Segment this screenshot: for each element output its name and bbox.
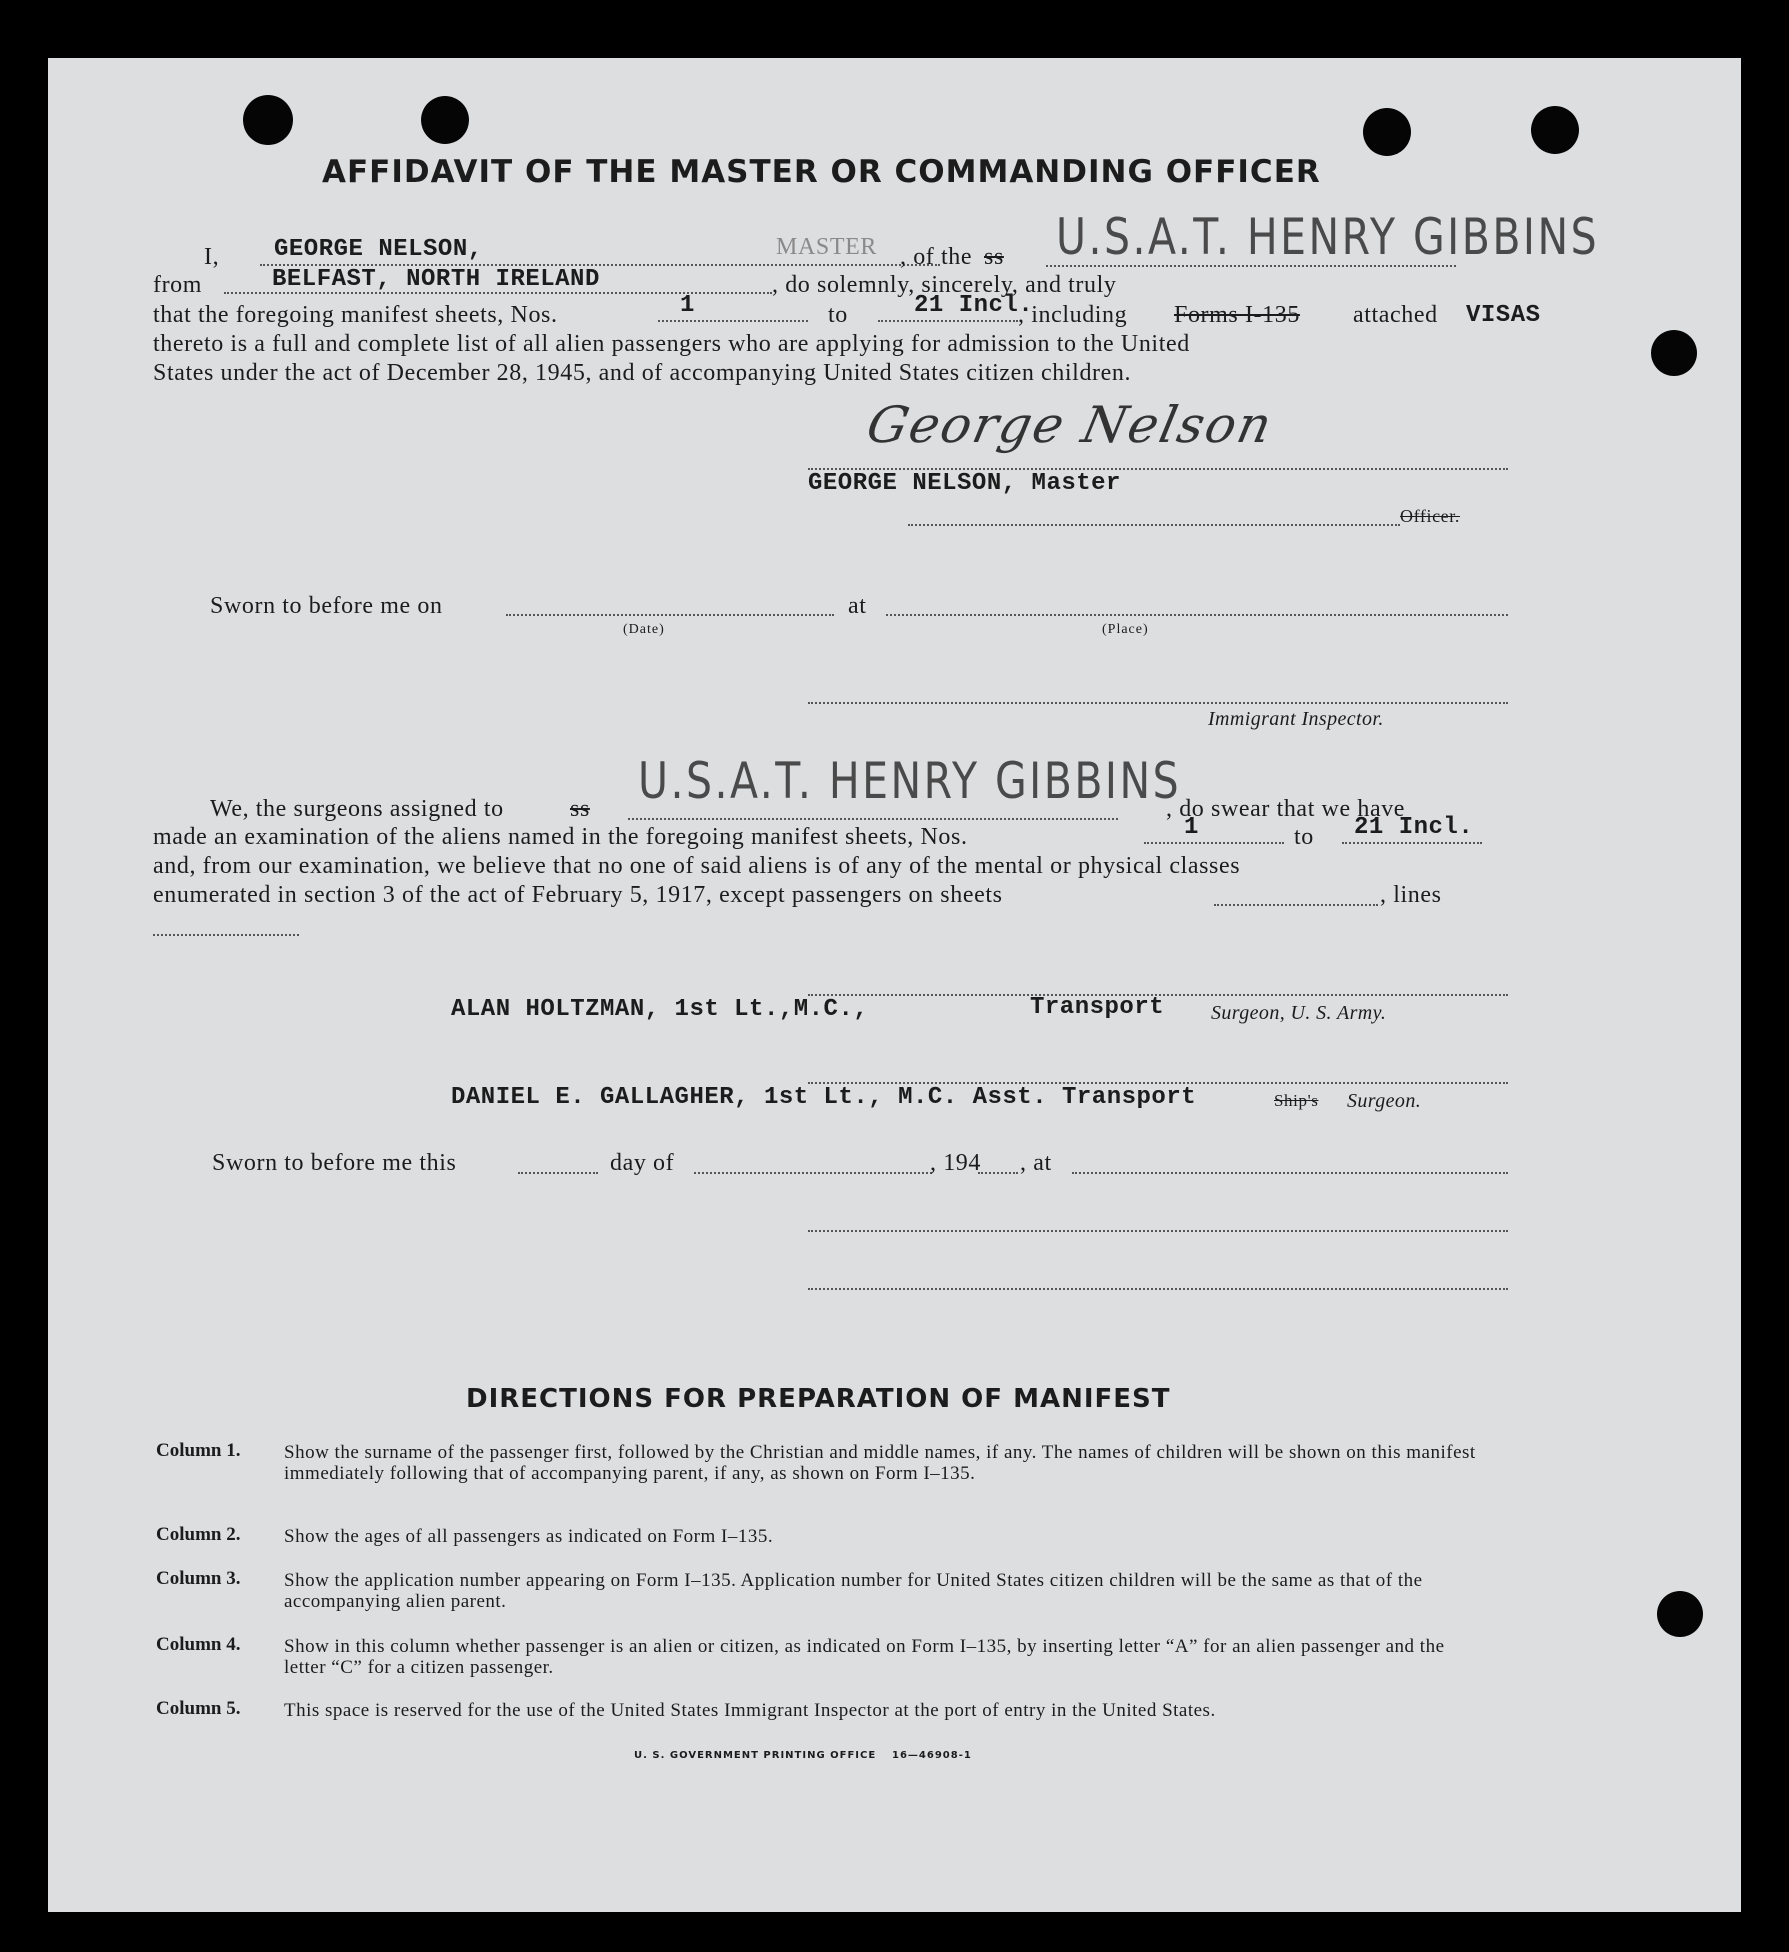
column-2-label: Column 2. [156,1524,241,1545]
column-3-text: Show the application number appearing on Form I–135. Application number for United States citizen children will be the same as that of the accompanying alien parent. [284,1570,1423,1612]
punch-hole [243,95,293,145]
sworn-place-line [886,614,1508,616]
sworn-this-label: Sworn to before me this [212,1150,457,1176]
year-line [978,1172,1018,1174]
column-4-text: Show in this column whether passenger is an alien or citizen, as indicated on Form I–135, by inserting letter “A” for an alien passenger and the letter “C” for a citizen passenger. [284,1636,1445,1678]
day-line [518,1172,598,1174]
inspector-line [808,702,1508,704]
surgeon1-label: Surgeon, U. S. Army. [1211,1002,1387,1024]
surgeon1-role: Transport [1030,994,1165,1021]
column-5-text: This space is reserved for the use of the United States Immigrant Inspector at the port of entry in the United States. [284,1700,1216,1721]
affidavit-line-5: States under the act of December 28, 1945, and of accompanying United States citizen children. [153,360,1132,386]
form-code: 16—46908-1 [892,1750,972,1761]
sworn-date-line [506,614,834,616]
to-label: to [828,302,848,328]
lines-line [153,934,299,936]
sheet-to: 21 Incl. [914,292,1034,319]
printer-imprint: U. S. GOVERNMENT PRINTING OFFICE [634,1750,877,1761]
from-place: BELFAST, NORTH IRELAND [272,266,600,293]
column-1-text: Show the surname of the passenger first, followed by the Christian and middle names, if any. The names of children will be shown on this manifest immediately following that of accompanying parent, if any, as shown on Form I–135. [284,1442,1476,1484]
punch-hole [1651,330,1697,376]
month-line [694,1172,932,1174]
surgeons-sheet-to: 21 Incl. [1354,814,1474,841]
signer-typed: GEORGE NELSON, Master [808,470,1121,497]
sworn2-sign-line-2 [808,1288,1508,1290]
ss-struck: ss [984,244,1004,270]
surgeon2-label: Surgeon. [1347,1090,1422,1112]
master-rank: MASTER [776,234,877,260]
punch-hole [1531,106,1579,154]
master-name: GEORGE NELSON, [274,236,483,263]
sheet-from: 1 [680,292,695,319]
surgeons-line-3: and, from our examination, we believe that no one of said aliens is of any of the mental or physical classes [153,853,1241,879]
sworn-on-label: Sworn to before me on [210,593,443,619]
year-label: , 194 [930,1150,981,1176]
column-1-label: Column 1. [156,1440,241,1461]
surgeon2-name: DANIEL E. GALLAGHER, 1st Lt., M.C. Asst. Transport [451,1084,1197,1111]
column-5-label: Column 5. [156,1698,241,1719]
sworn2-sign-line-1 [808,1230,1508,1232]
visas-label: VISAS [1466,302,1541,329]
vessel-line [1046,265,1456,267]
sworn-at-label: at [848,593,867,619]
directions-title: DIRECTIONS FOR PREPARATION OF MANIFEST [466,1384,1171,1414]
except-sheets-line [1214,904,1378,906]
attached-label: attached [1353,302,1438,328]
surgeons-sheet-from: 1 [1184,814,1199,841]
punch-hole [1363,108,1411,156]
officer-line [908,524,1400,526]
column-3-label: Column 3. [156,1568,241,1589]
lines-label: , lines [1380,882,1442,908]
form-page [48,58,1741,1912]
affidavit-line-4: thereto is a full and complete list of all alien passengers who are applying for admission to the United [153,331,1190,357]
surgeons-swear: , do swear that we have [1166,796,1406,822]
sheet-from-line [658,320,808,322]
surgeon1-name: ALAN HOLTZMAN, 1st Lt.,M.C., [451,996,869,1023]
officer-struck: Officer. [1400,506,1460,526]
surgeon2-struck: Ship's [1274,1091,1319,1110]
punch-hole [1657,1591,1703,1637]
from-label: from [153,272,203,298]
master-signature: George Nelson [861,396,1279,454]
day-of-label: day of [610,1150,675,1176]
surgeons-line-4: enumerated in section 3 of the act of February 5, 1917, except passengers on sheets [153,882,1003,908]
inspector-label: Immigrant Inspector. [1208,708,1384,730]
surgeons-sheet-from-line [1144,842,1284,844]
surgeons-vessel-stamp: U.S.A.T. HENRY GIBBINS [638,752,1182,810]
including-label: , including [1018,302,1128,328]
sworn2-place-line [1072,1172,1508,1174]
punch-hole [421,96,469,144]
forms-struck: Forms I-135 [1174,302,1300,328]
surgeons-to-label: to [1294,824,1314,850]
surgeons-sheet-to-line [1342,842,1482,844]
of-the-label: , of the [900,244,973,270]
column-4-label: Column 4. [156,1634,241,1655]
surgeons-line-2: made an examination of the aliens named in the foregoing manifest sheets, Nos. [153,824,968,850]
surgeons-vessel-line [628,818,1118,820]
sworn2-at-label: , at [1020,1150,1052,1176]
sheet-to-line [878,320,1018,322]
sheets-text: that the foregoing manifest sheets, Nos. [153,302,558,328]
vessel-stamp: U.S.A.T. HENRY GIBBINS [1056,208,1600,266]
swear-text: , do solemnly, sincerely, and truly [772,272,1117,298]
affidavit-i: I, [204,244,220,270]
place-label: (Place) [1102,622,1149,637]
surgeons-intro: We, the surgeons assigned to [210,796,504,822]
surgeons-ss-struck: ss [570,796,590,822]
page-title: AFFIDAVIT OF THE MASTER OR COMMANDING OFFICER [322,154,1321,190]
column-2-text: Show the ages of all passengers as indicated on Form I–135. [284,1526,774,1547]
date-label: (Date) [623,622,665,637]
